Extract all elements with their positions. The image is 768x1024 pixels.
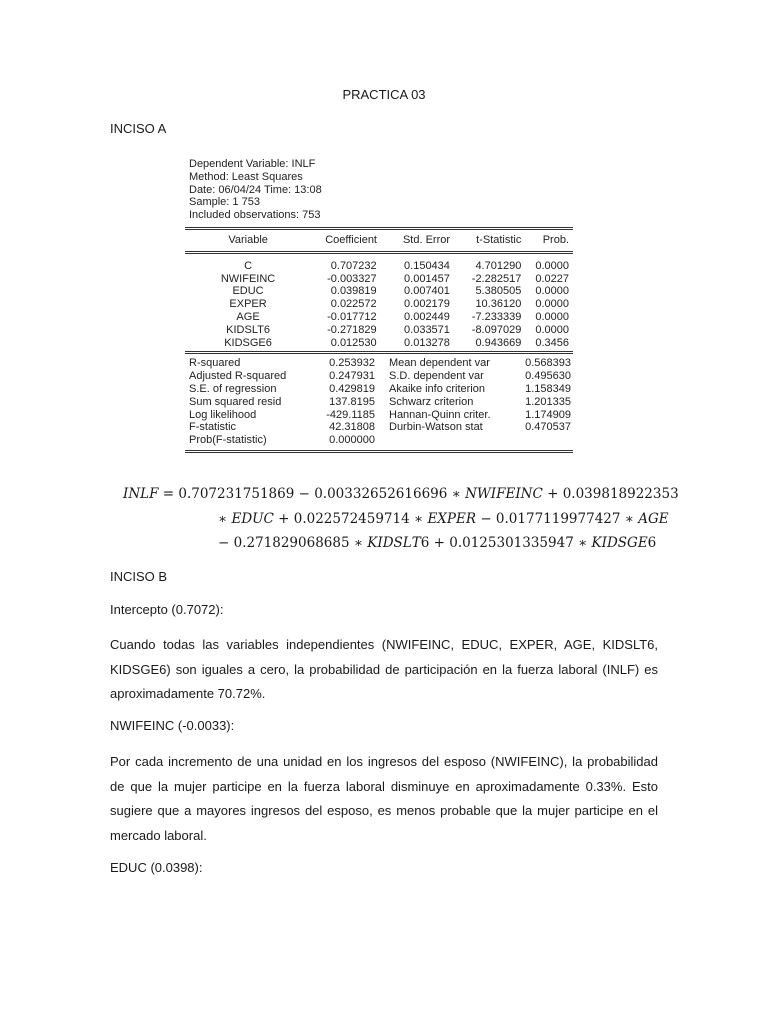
- stats-row: [185, 409, 573, 422]
- stats-row: [185, 357, 573, 370]
- cell-variable: EXPER: [229, 298, 267, 311]
- column-header: Variable: [228, 233, 268, 246]
- cell-prob: 0.0000: [535, 323, 569, 336]
- cell-t-statistic: 4.701290: [475, 259, 522, 272]
- stat-label: Prob(F-statistic): [189, 434, 267, 447]
- header-line: Method: Least Squares: [189, 170, 303, 183]
- column-header: Coefficient: [325, 233, 377, 246]
- regression-output: [185, 158, 573, 453]
- stat-label: S.D. dependent var: [389, 370, 484, 383]
- section-heading-inciso-b: INCISO B: [110, 569, 168, 584]
- cell-t-statistic: -8.097029: [471, 323, 522, 336]
- cell-coefficient: 0.022572: [330, 298, 377, 311]
- column-header: Std. Error: [402, 233, 451, 246]
- coefficient-table: [185, 230, 573, 251]
- cell-variable: AGE: [236, 310, 260, 323]
- equation-line: − 0.271829068685 ∗ 𝐾𝐼𝐷𝑆𝐿𝑇6 + 0.0125301335947 ∗ 𝐾𝐼𝐷𝑆𝐺𝐸6: [218, 535, 657, 551]
- cell-prob: 0.0000: [535, 298, 569, 311]
- cell-variable: EDUC: [232, 285, 264, 298]
- cell-std-error: 0.007401: [404, 285, 450, 298]
- stats-row: [185, 434, 573, 447]
- table-row: [185, 285, 573, 298]
- column-header: t-Statistic: [476, 233, 522, 246]
- cell-coefficient: -0.003327: [327, 272, 377, 285]
- stat-value: 0.470537: [525, 421, 571, 434]
- cell-coefficient: -0.271829: [327, 323, 377, 336]
- cell-t-statistic: 10.36120: [475, 298, 522, 311]
- cell-coefficient: 0.707232: [330, 259, 377, 272]
- cell-std-error: 0.001457: [404, 272, 450, 285]
- stats-row: [185, 370, 573, 383]
- stats-row: [185, 383, 573, 396]
- cell-coefficient: 0.012530: [330, 336, 377, 349]
- stat-label: [375, 434, 515, 447]
- cell-prob: 0.0000: [535, 259, 569, 272]
- cell-prob: 0.0000: [535, 310, 569, 323]
- table-row: [185, 311, 573, 324]
- stat-value: 137.8195: [329, 395, 375, 408]
- stat-label: Adjusted R-squared: [189, 370, 287, 383]
- table-row: [185, 260, 573, 273]
- stat-value: 0.253932: [329, 357, 375, 370]
- stat-value: 0.000000: [329, 434, 375, 447]
- cell-std-error: 0.002179: [404, 298, 450, 311]
- stat-value: 0.429819: [329, 382, 375, 395]
- stats-row: [185, 421, 573, 434]
- cell-prob: 0.0000: [535, 285, 569, 298]
- table-row: [185, 273, 573, 286]
- page-title: PRACTICA 03: [342, 87, 426, 102]
- table-rule: [185, 450, 573, 453]
- stat-value: 1.158349: [525, 382, 571, 395]
- table-header-row: [185, 230, 573, 251]
- cell-std-error: 0.033571: [404, 323, 450, 336]
- cell-variable: C: [244, 259, 253, 272]
- header-line: Dependent Variable: INLF: [189, 158, 316, 170]
- stat-label: Akaike info criterion: [389, 382, 485, 395]
- stat-value: [515, 434, 573, 447]
- stat-label: Durbin-Watson stat: [389, 421, 483, 434]
- stat-label: Mean dependent var: [389, 357, 490, 370]
- table-row: [185, 324, 573, 337]
- stat-value: 0.568393: [525, 357, 571, 370]
- stat-value: 1.174909: [525, 408, 571, 421]
- table-row: [185, 298, 573, 311]
- intercept-paragraph: Cuando todas las variables independientes (NWIFEINC, EDUC, EXPER, AGE, KIDSLT6, KIDSGE6) son iguales a cero, la probabilidad de participación en la fuerza laboral (INLF) es aproximadamente 70.72%.: [110, 637, 658, 701]
- cell-t-statistic: -2.282517: [471, 272, 522, 285]
- cell-t-statistic: 0.943669: [475, 336, 522, 349]
- cell-t-statistic: -7.233339: [471, 310, 522, 323]
- header-line: Included observations: 753: [189, 209, 321, 222]
- stat-label: F-statistic: [189, 421, 237, 434]
- cell-std-error: 0.150434: [404, 259, 450, 272]
- stat-value: 0.495630: [525, 370, 571, 383]
- cell-variable: NWIFEINC: [220, 272, 276, 285]
- stat-value: 0.247931: [329, 370, 375, 383]
- cell-coefficient: 0.039819: [330, 285, 377, 298]
- intercept-heading: Intercepto (0.7072):: [110, 602, 224, 617]
- educ-heading: EDUC (0.0398):: [110, 860, 203, 875]
- cell-prob: 0.3456: [535, 336, 569, 349]
- cell-variable: KIDSLT6: [226, 323, 270, 336]
- stat-value: 1.201335: [525, 395, 571, 408]
- cell-variable: KIDSGE6: [224, 336, 272, 349]
- header-line: Sample: 1 753: [189, 196, 260, 209]
- stat-label: Log likelihood: [189, 408, 257, 421]
- equation-line: 𝐼𝑁𝐿𝐹 = 0.707231751869 − 0.00332652616696 ∗ 𝑁𝑊𝐼𝐹𝐸𝐼𝑁𝐶 + 0.039818922353: [123, 486, 679, 502]
- cell-std-error: 0.013278: [404, 336, 450, 349]
- cell-std-error: 0.002449: [404, 310, 450, 323]
- stat-label: R-squared: [189, 357, 241, 370]
- summary-statistics: [185, 357, 573, 447]
- stat-value: -429.1185: [326, 408, 375, 421]
- stat-value: 42.31808: [329, 421, 375, 434]
- stat-label: Sum squared resid: [189, 395, 282, 408]
- equation-line: ∗ 𝐸𝐷𝑈𝐶 + 0.022572459714 ∗ 𝐸𝑋𝑃𝐸𝑅 − 0.0177119977427 ∗ 𝐴𝐺𝐸: [218, 511, 669, 527]
- cell-t-statistic: 5.380505: [475, 285, 522, 298]
- stat-label: Hannan-Quinn criter.: [389, 408, 491, 421]
- stat-label: Schwarz criterion: [389, 395, 474, 408]
- column-header: Prob.: [542, 233, 569, 246]
- nwifeinc-paragraph: Por cada incremento de una unidad en los ingresos del esposo (NWIFEINC), la probabilidad de que la mujer participe en la fuerza laboral disminuye en aproximadamente 0.33%. Esto sugiere que a mayores ingresos del esposo, es menos probable que la mujer participe en el mercado laboral.: [110, 754, 658, 843]
- regression-header: [185, 158, 573, 222]
- section-heading-inciso-a: INCISO A: [110, 121, 167, 136]
- nwifeinc-heading: NWIFEINC (-0.0033):: [110, 718, 235, 733]
- coefficient-rows: [185, 260, 573, 350]
- table-row: [185, 337, 573, 350]
- stats-row: [185, 396, 573, 409]
- stat-label: S.E. of regression: [189, 382, 277, 395]
- cell-prob: 0.0227: [535, 272, 569, 285]
- cell-coefficient: -0.017712: [327, 310, 377, 323]
- header-line: Date: 06/04/24 Time: 13:08: [189, 183, 322, 196]
